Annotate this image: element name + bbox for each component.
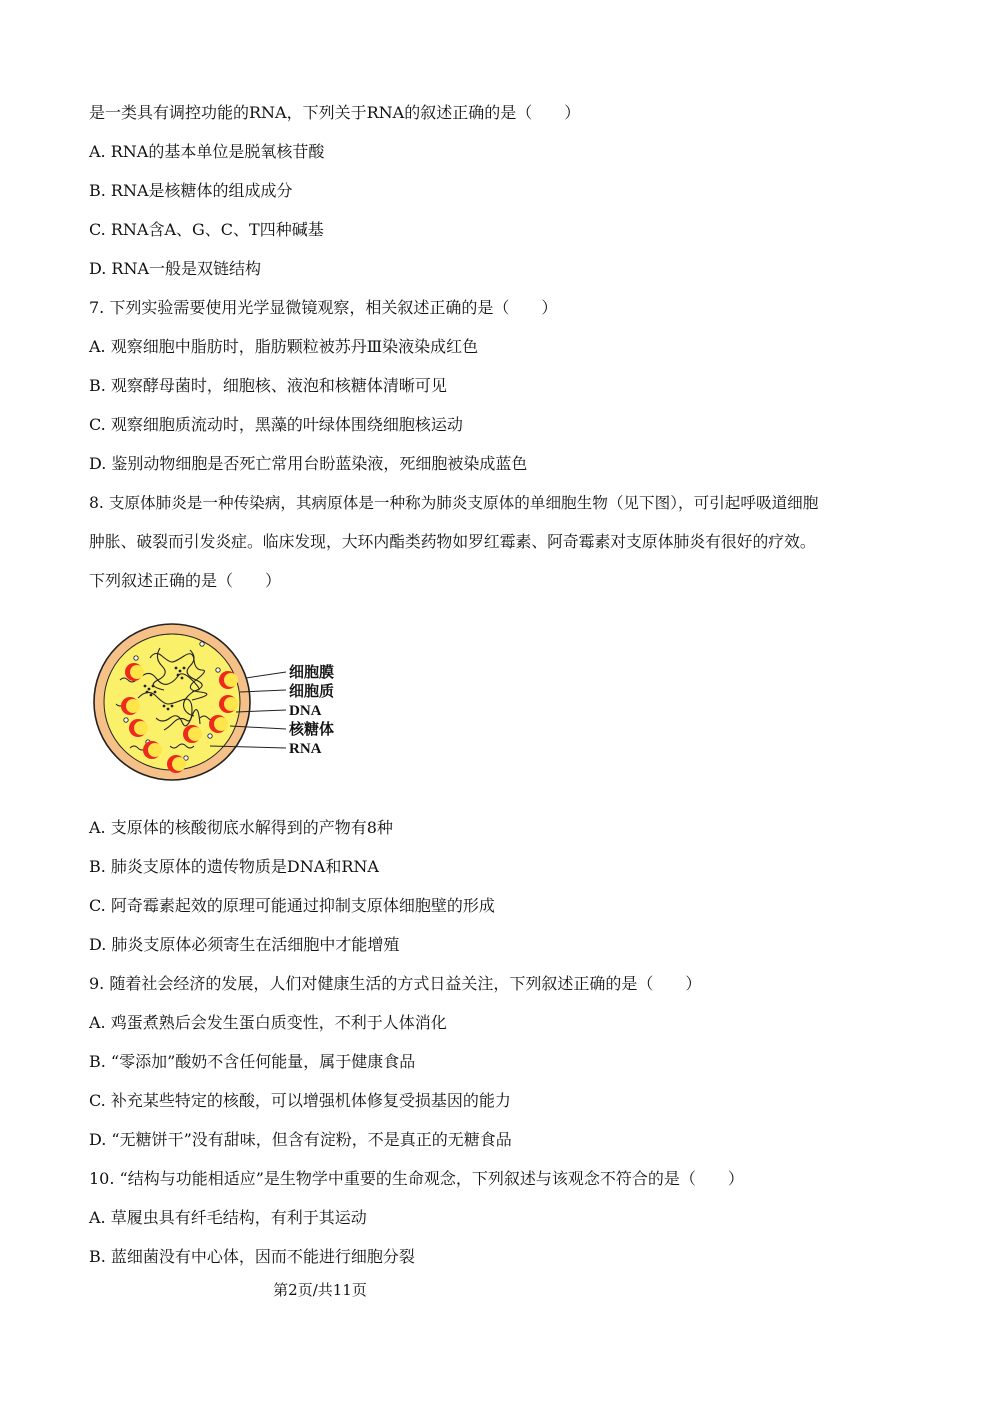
q8-option-a: A. 支原体的核酸彻底水解得到的产物有8种: [89, 818, 393, 837]
question-10-stem: 10. “结构与功能相适应”是生物学中重要的生命观念，下列叙述与该观念不符合的是（ ）: [89, 1169, 744, 1188]
q10-option-a: A. 草履虫具有纤毛结构，有利于其运动: [89, 1208, 367, 1227]
q6-option-c: C. RNA含A、G、C、T四种碱基: [89, 220, 324, 239]
q9-option-d: D. “无糖饼干”没有甜味，但含有淀粉，不是真正的无糖食品: [89, 1130, 512, 1149]
q7-option-c: C. 观察细胞质流动时，黑藻的叶绿体围绕细胞核运动: [89, 415, 463, 434]
q6-option-a: A. RNA的基本单位是脱氧核苷酸: [89, 142, 325, 161]
q9-option-a: A. 鸡蛋煮熟后会发生蛋白质变性，不利于人体消化: [89, 1013, 447, 1032]
question-7-stem: 7. 下列实验需要使用光学显微镜观察，相关叙述正确的是（ ）: [89, 298, 558, 317]
q9-option-b: B. “零添加”酸奶不含任何能量，属于健康食品: [89, 1052, 416, 1071]
q8-option-b: B. 肺炎支原体的遗传物质是DNA和RNA: [89, 857, 379, 876]
q8-option-d: D. 肺炎支原体必须寄生在活细胞中才能增殖: [89, 935, 400, 954]
question-8-stem-line2: 肿胀、破裂而引发炎症。临床发现，大环内酯类药物如罗红霉素、阿奇霉素对支原体肺炎有很好的疗效。: [89, 532, 816, 551]
question-8-stem-line3: 下列叙述正确的是（ ）: [89, 571, 282, 590]
q7-option-a: A. 观察细胞中脂肪时，脂肪颗粒被苏丹Ⅲ染液染成红色: [89, 337, 479, 356]
q6-option-b: B. RNA是核糖体的组成成分: [89, 181, 293, 200]
question-8-stem-line1: 8. 支原体肺炎是一种传染病，其病原体是一种称为肺炎支原体的单细胞生物（见下图），可引起呼吸道细胞: [89, 494, 819, 512]
label-rna: RNA: [289, 741, 322, 757]
label-ribosome: 核糖体: [289, 722, 335, 738]
q6-option-d: D. RNA一般是双链结构: [89, 259, 262, 278]
q10-option-b: B. 蓝细菌没有中心体，因而不能进行细胞分裂: [89, 1247, 415, 1266]
label-membrane: 细胞膜: [289, 665, 335, 681]
label-cytoplasm: 细胞质: [289, 684, 335, 700]
question-6-stem-continued: 是一类具有调控功能的RNA，下列关于RNA的叙述正确的是（ ）: [89, 103, 581, 122]
q7-option-b: B. 观察酵母菌时，细胞核、液泡和核糖体清晰可见: [89, 376, 447, 395]
page-footer: 第2页/共11页: [273, 1281, 367, 1299]
mycoplasma-diagram: [90, 618, 350, 788]
q9-option-c: C. 补充某些特定的核酸，可以增强机体修复受损基因的能力: [89, 1091, 511, 1110]
question-9-stem: 9. 随着社会经济的发展，人们对健康生活的方式日益关注，下列叙述正确的是（ ）: [89, 974, 702, 993]
q7-option-d: D. 鉴别动物细胞是否死亡常用台盼蓝染液，死细胞被染成蓝色: [89, 454, 528, 473]
label-dna: DNA: [289, 703, 322, 719]
q8-option-c: C. 阿奇霉素起效的原理可能通过抑制支原体细胞壁的形成: [89, 896, 495, 915]
